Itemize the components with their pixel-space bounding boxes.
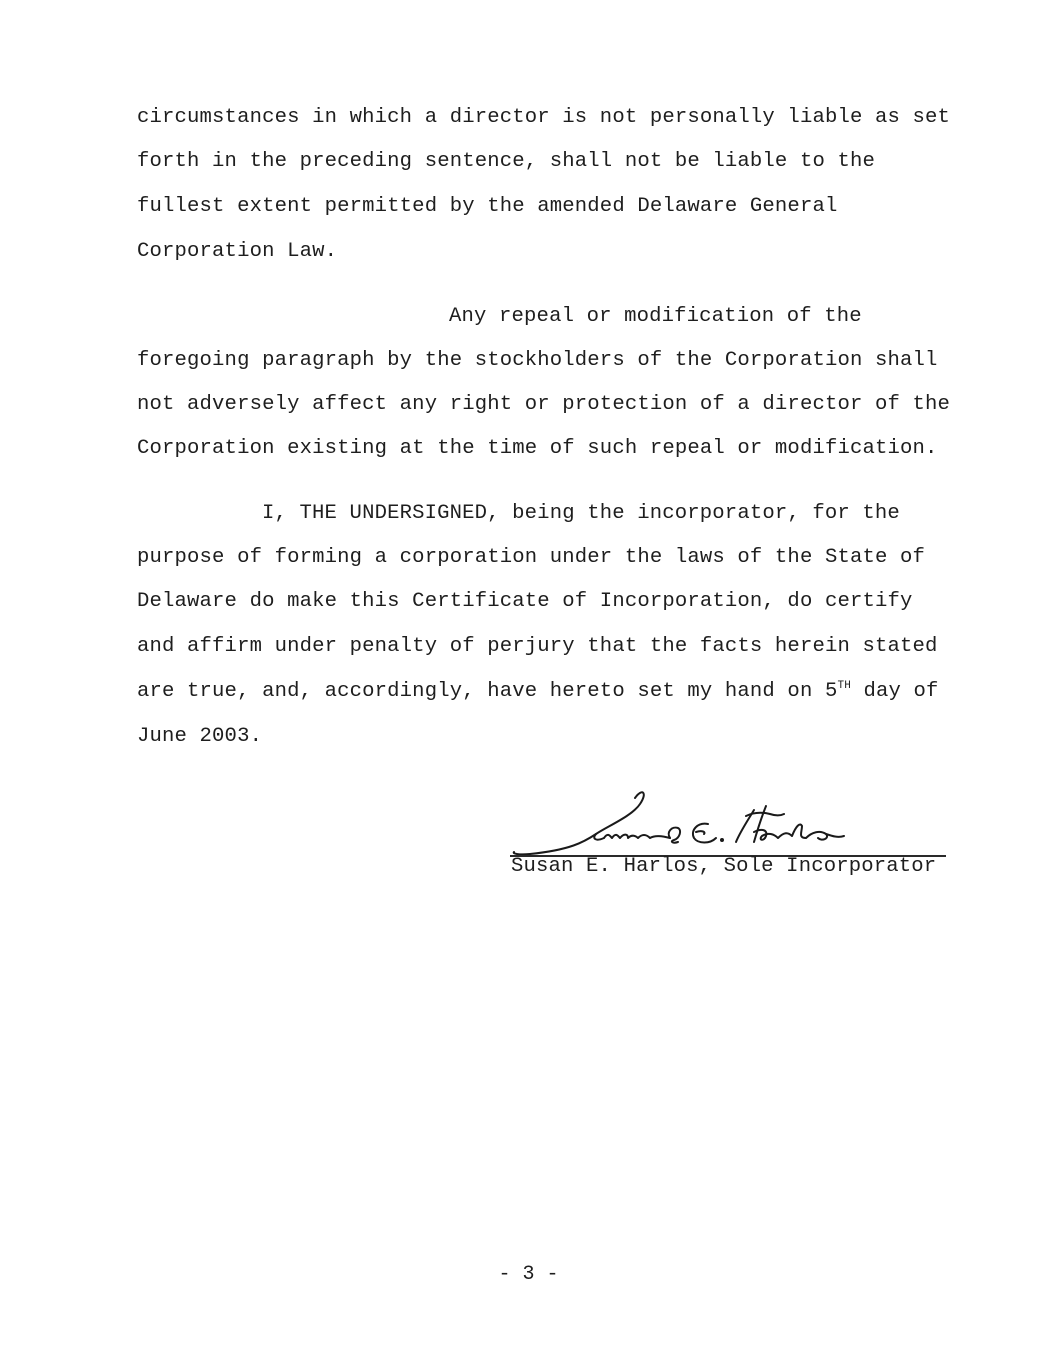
paragraph-2-line-2: foregoing paragraph by the stockholders of the Corporation shall <box>137 349 938 372</box>
paragraph-3-line-6: June 2003. <box>137 725 263 748</box>
paragraph-1-line-4: Corporation Law. <box>137 240 338 263</box>
paragraph-2-line-1: Any repeal or modification of the <box>449 305 862 328</box>
signatory-caption: Susan E. Harlos, Sole Incorporator <box>511 855 937 878</box>
paragraph-3-line-2: purpose of forming a corporation under the laws of the State of <box>137 546 926 569</box>
paragraph-2-line-4: Corporation existing at the time of such repeal or modification. <box>137 437 938 460</box>
paragraph-1-line-3: fullest extent permitted by the amended Delaware General <box>137 195 838 218</box>
paragraph-2-line-3: not adversely affect any right or protection of a director of the <box>137 393 951 416</box>
paragraph-1-line-1: circumstances in which a director is not personally liable as set <box>137 106 951 129</box>
paragraph-3-line-3: Delaware do make this Certificate of Incorporation, do certify <box>137 590 913 613</box>
date-line-prefix: are true, and, accordingly, have hereto set my hand on 5 <box>137 680 838 703</box>
handwritten-signature <box>500 786 950 858</box>
paragraph-3-line-5 <box>137 680 939 704</box>
date-line-suffix: day of <box>850 680 939 703</box>
signature-block <box>500 786 950 896</box>
ordinal-superscript: TH <box>837 680 851 693</box>
paragraph-1-line-2: forth in the preceding sentence, shall not be liable to the <box>137 150 875 173</box>
page-number: - 3 - <box>498 1263 559 1286</box>
paragraph-3-line-4: and affirm under penalty of perjury that the facts herein stated <box>137 635 938 658</box>
paragraph-3-line-1: I, THE UNDERSIGNED, being the incorporator, for the <box>262 502 900 525</box>
